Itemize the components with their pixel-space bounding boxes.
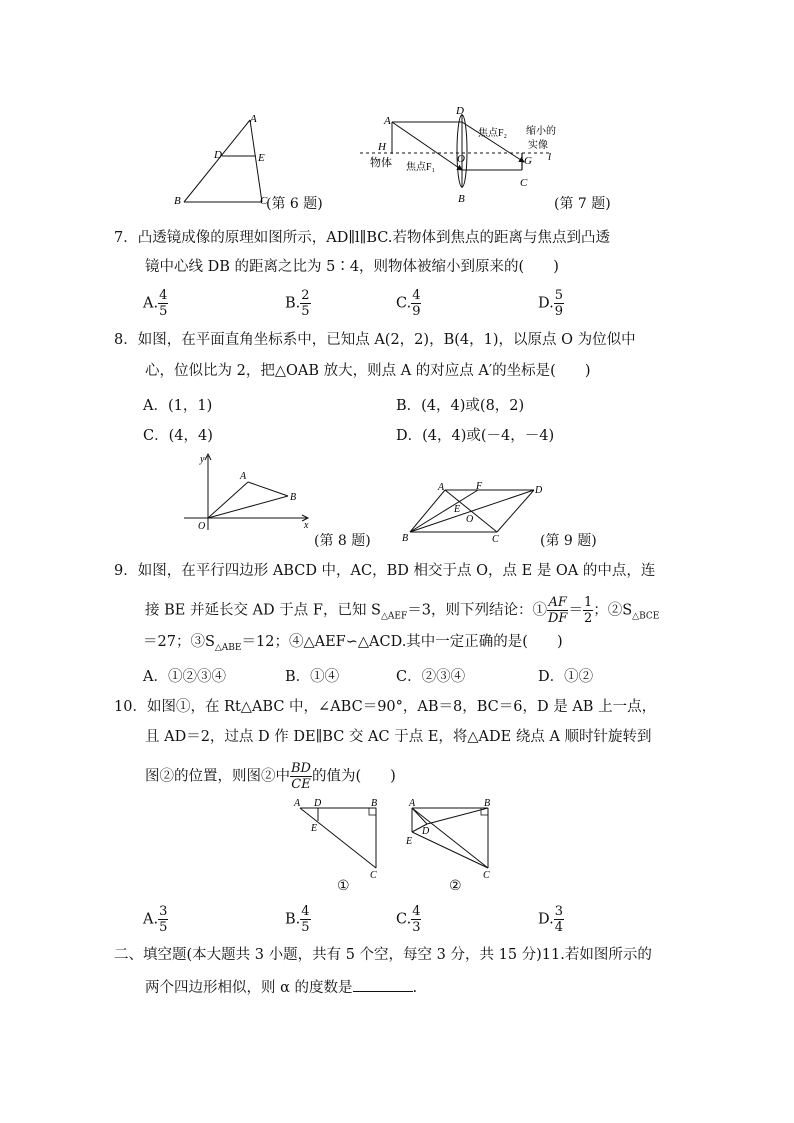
- fig7-image-label-2: 实像: [528, 140, 548, 151]
- fig6-label-c: C: [260, 195, 268, 207]
- fig10-caption-1: ①: [337, 878, 350, 894]
- q7-option-c[interactable]: [396, 288, 421, 319]
- q10-option-d-label: D.: [538, 911, 554, 928]
- q10-line-3-a: 图②的位置，则图②中: [145, 768, 290, 785]
- q8-line-2: 心，位似比为 2，把△OAB 放大，则点 A 的对应点 A′的坐标是( ): [145, 363, 591, 379]
- q9-line-2: [145, 595, 659, 626]
- q9-line-2-sub: △AEF: [381, 611, 408, 622]
- q10-line-2: 且 AD＝2，过点 D 作 DE∥BC 交 AC 于点 E，将△ADE 绕点 A 顺时针旋转到: [145, 729, 652, 745]
- fig9-label-e: E: [454, 504, 461, 515]
- section2-line-1: 二、填空题(本大题共 3 小题，共有 5 个空，每空 3 分，共 15 分)11.若如图所示的: [114, 947, 652, 963]
- fig7-label-b: B: [458, 193, 465, 205]
- q9-line-2-b: ＝3，则下列结论：①: [407, 602, 547, 619]
- fig10b-label-c: C: [483, 870, 490, 880]
- q10-line-3-b: 的值为( ): [311, 768, 396, 785]
- fig6-label-e: E: [258, 152, 265, 164]
- q7-option-b-label: B.: [285, 295, 301, 312]
- q10-option-d-den: 4: [554, 920, 563, 935]
- q10-option-a-num: 3: [159, 904, 168, 919]
- fig7-label-d: D: [456, 105, 464, 117]
- figure-10-2: [400, 794, 500, 880]
- fig6-label-a: A: [250, 113, 257, 125]
- fig9-label-b: B: [402, 533, 409, 544]
- q7-option-a-label: A.: [143, 295, 159, 312]
- q9-frac1-num: AF: [548, 595, 567, 610]
- q8-option-c[interactable]: C．(4，4): [143, 428, 213, 444]
- q10-option-d[interactable]: [538, 904, 564, 935]
- fig8-label-a: A: [240, 471, 247, 482]
- q9-line-1: 9．如图，在平行四边形 ABCD 中，AC，BD 相交于点 O，点 E 是 OA 的中点，连: [114, 563, 656, 579]
- fig10b-label-a: A: [409, 798, 416, 809]
- figure-10-1: [290, 794, 390, 880]
- fig8-caption: (第 8 题): [314, 533, 371, 549]
- fig7-focus1-label: 焦点F₁: [406, 162, 436, 173]
- q10-option-b[interactable]: [285, 904, 311, 935]
- q10-option-b-label: B.: [285, 911, 301, 928]
- section2-line-2-b: .: [412, 980, 418, 996]
- figure-7: [356, 104, 566, 206]
- q10-line-1: 10．如图①，在 Rt△ABC 中，∠ABC＝90°，AB＝8，BC＝6，D 是 AB 上一点，: [114, 699, 657, 715]
- fig10b-label-d: D: [422, 826, 430, 837]
- fig9-label-a: A: [438, 482, 445, 493]
- fig7-focus2-label: 焦点F₂: [478, 128, 508, 139]
- q9-line-3-b: ＝12；④△AEF∽△ACD.其中一定正确的是( ): [241, 634, 563, 650]
- q9-option-b[interactable]: B．①④: [285, 669, 340, 685]
- q10-option-c-num: 4: [412, 904, 421, 919]
- q7-option-c-label: C.: [396, 295, 412, 312]
- q7-option-c-num: 4: [412, 288, 421, 303]
- section2-line-2-a: 两个四边形相似，则 α 的度数是: [145, 980, 353, 996]
- q8-option-b[interactable]: B．(4，4)或(8，2): [396, 398, 525, 414]
- q8-line-1: 8．如图，在平面直角坐标系中，已知点 A(2，2)，B(4，1)，以原点 O 为位似中: [114, 332, 636, 348]
- q7-option-b-den: 5: [301, 304, 310, 319]
- figure-9: [398, 480, 548, 544]
- q10-option-c-den: 3: [412, 920, 421, 935]
- q10-frac-den: CE: [291, 777, 311, 792]
- fig7-label-l: l: [548, 151, 552, 163]
- q10-option-b-den: 5: [301, 920, 310, 935]
- q7-option-d[interactable]: [538, 288, 564, 319]
- q10-option-d-num: 3: [554, 904, 563, 919]
- fig10a-label-a: A: [294, 798, 301, 809]
- q9-eq: ＝: [568, 602, 583, 619]
- q7-option-d-den: 9: [554, 304, 563, 319]
- q7-option-a-num: 4: [159, 288, 168, 303]
- fig6-label-b: B: [174, 195, 181, 207]
- q9-option-a[interactable]: A．①②③④: [143, 669, 226, 685]
- q9-line-2-sub2: △BCE: [632, 611, 660, 622]
- q7-option-d-label: D.: [538, 295, 554, 312]
- fig9-label-d: D: [535, 485, 543, 496]
- q9-option-c[interactable]: C．②③④: [396, 669, 466, 685]
- fig7-object-label: 物体: [370, 157, 392, 169]
- q10-option-b-num: 4: [301, 904, 310, 919]
- figure-6: [170, 110, 280, 210]
- q10-frac-num: BD: [291, 761, 311, 776]
- fig9-label-o: O: [466, 514, 474, 525]
- fig7-label-g: G: [524, 155, 532, 167]
- fig10a-label-e: E: [311, 823, 318, 834]
- fig7-label-o: O: [457, 153, 465, 165]
- fig10b-label-e: E: [406, 836, 413, 847]
- fig8-label-x: x: [304, 520, 309, 531]
- fig7-image-label-1: 缩小的: [526, 126, 556, 137]
- q8-option-d[interactable]: D．(4，4)或(－4，－4): [396, 428, 555, 444]
- fig8-label-b: B: [290, 492, 297, 503]
- fig6-caption: (第 6 题): [266, 196, 323, 212]
- answer-blank[interactable]: [353, 977, 413, 992]
- q9-line-2-c: ；②S: [593, 602, 633, 619]
- fig9-label-f: F: [476, 481, 483, 492]
- q8-option-a[interactable]: A．(1，1): [143, 398, 213, 414]
- figure-8: [180, 452, 315, 534]
- q7-line-2: 镜中心线 DB 的距离之比为 5∶4，则物体被缩小到原来的( ): [145, 259, 559, 275]
- fig7-label-h: H: [378, 141, 386, 153]
- q9-line-3-sub: △ABE: [214, 642, 242, 653]
- q7-option-a-den: 5: [159, 304, 168, 319]
- q7-option-b-num: 2: [301, 288, 310, 303]
- fig7-label-c: C: [520, 177, 528, 189]
- fig8-label-o: O: [198, 521, 206, 532]
- q10-option-a-den: 5: [159, 920, 168, 935]
- q9-frac2-den: 2: [583, 611, 593, 626]
- section2-line-2: [145, 977, 417, 998]
- q7-option-c-den: 9: [412, 304, 421, 319]
- fig10a-label-c: C: [370, 870, 377, 880]
- fig10a-label-d: D: [314, 798, 322, 809]
- q9-frac2-num: 1: [583, 595, 593, 610]
- q7-option-a[interactable]: [143, 288, 168, 319]
- q7-option-d-num: 5: [554, 288, 563, 303]
- fig10-caption-2: ②: [449, 878, 462, 894]
- q9-line-2-a: 接 BE 并延长交 AD 于点 F，已知 S: [145, 602, 381, 619]
- fig9-caption: (第 9 题): [540, 533, 597, 549]
- fig8-label-y: y: [200, 454, 205, 465]
- q10-option-a-label: A.: [143, 911, 159, 928]
- fig6-label-d: D: [214, 149, 222, 161]
- q7-line-1: 7．凸透镜成像的原理如图所示，AD∥l∥BC.若物体到焦点的距离与焦点到凸透: [114, 230, 610, 246]
- q10-option-a[interactable]: [143, 904, 168, 935]
- q9-frac1-den: DF: [547, 611, 568, 626]
- q10-option-c-label: C.: [396, 911, 412, 928]
- q9-option-d[interactable]: D．①②: [538, 669, 594, 685]
- q7-option-b[interactable]: [285, 288, 311, 319]
- q9-line-3-a: ＝27；③S: [143, 634, 215, 650]
- fig9-label-c: C: [492, 534, 499, 544]
- fig10b-label-b: B: [484, 798, 491, 809]
- fig7-caption: (第 7 题): [554, 196, 611, 212]
- q10-line-3: [145, 761, 396, 792]
- q9-line-3: [143, 632, 563, 658]
- q10-option-c[interactable]: [396, 904, 421, 935]
- fig7-label-a: A: [384, 115, 391, 127]
- fig10a-label-b: B: [371, 798, 378, 809]
